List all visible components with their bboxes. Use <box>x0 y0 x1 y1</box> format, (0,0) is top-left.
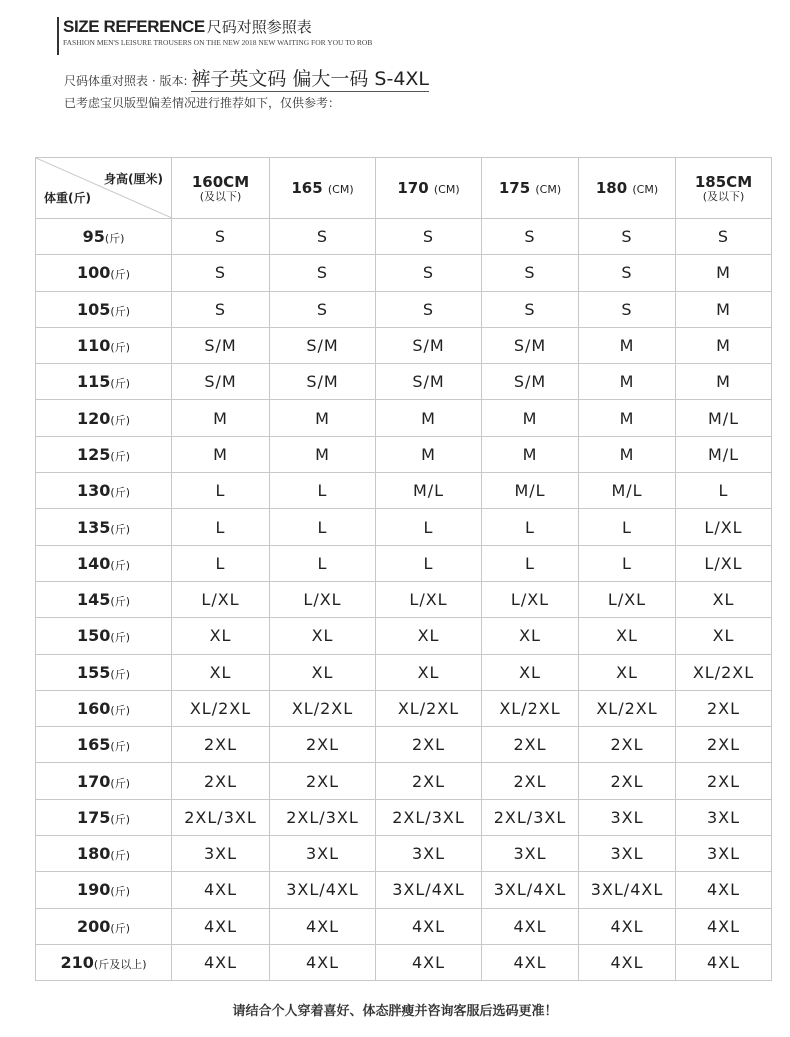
size-cell: S <box>376 219 482 255</box>
size-cell: XL/2XL <box>579 690 676 726</box>
height-value: 175 <box>498 179 531 197</box>
weight-value: 140 <box>77 553 111 573</box>
height-column-header <box>172 158 270 219</box>
size-cell: 3XL/4XL <box>270 872 376 908</box>
weight-unit: (斤) <box>110 341 130 355</box>
weight-value: 160 <box>77 699 111 718</box>
size-cell: S <box>172 291 270 327</box>
weight-cell <box>36 545 172 581</box>
weight-value: 170 <box>77 771 111 791</box>
size-cell: 4XL <box>172 872 270 908</box>
size-cell: 4XL <box>376 908 482 944</box>
weight-value: 180 <box>77 844 111 864</box>
table-row <box>36 255 772 291</box>
size-cell: 4XL <box>270 908 376 944</box>
height-column-header <box>579 158 676 219</box>
size-cell: L/XL <box>376 581 482 617</box>
weight-cell <box>36 473 172 509</box>
table-row <box>36 763 772 799</box>
size-cell: L/XL <box>172 581 270 617</box>
weight-value: 145 <box>77 590 111 610</box>
height-qualifier: (及以下) <box>199 190 242 203</box>
size-cell: L <box>376 509 482 545</box>
size-cell: 2XL <box>676 690 772 726</box>
size-cell: M/L <box>376 473 482 509</box>
title-chinese: 尺码对照参照表 <box>206 19 312 36</box>
size-cell: M <box>172 400 270 436</box>
weight-cell <box>36 219 172 255</box>
height-value: 170 <box>397 179 429 197</box>
size-cell: 2XL/3XL <box>482 799 579 835</box>
table-row <box>36 908 772 944</box>
table-row <box>36 944 772 980</box>
weight-unit: (斤) <box>110 885 130 899</box>
weight-unit: (斤) <box>110 522 130 536</box>
size-cell: 3XL <box>676 799 772 835</box>
size-cell: S <box>270 255 376 291</box>
table-row <box>36 581 772 617</box>
table-row <box>36 473 772 509</box>
height-unit: (CM) <box>632 183 659 196</box>
size-cell: L <box>579 545 676 581</box>
weight-cell <box>36 654 172 690</box>
size-cell: L <box>482 545 579 581</box>
size-cell: L <box>172 473 270 509</box>
corner-diagonal <box>36 158 172 218</box>
weight-cell <box>36 727 172 763</box>
size-cell: M <box>676 327 772 363</box>
weight-unit: (斤) <box>110 667 130 681</box>
footer-note: 请结合个人穿着喜好、体态胖瘦并咨询客服后选码更准！ <box>232 1004 558 1019</box>
size-cell: 3XL/4XL <box>482 872 579 908</box>
weight-cell <box>36 291 172 327</box>
header-accent-bar <box>57 17 59 55</box>
weight-unit: (斤) <box>110 812 130 826</box>
weight-cell <box>36 255 172 291</box>
size-cell: M <box>579 436 676 472</box>
weight-value: 115 <box>77 372 111 392</box>
size-cell: L/XL <box>482 581 579 617</box>
table-row <box>36 836 772 872</box>
weight-cell <box>36 364 172 400</box>
size-cell: 4XL <box>482 908 579 944</box>
weight-value: 190 <box>77 880 111 900</box>
weight-cell <box>36 618 172 654</box>
weight-unit: (斤) <box>110 558 130 572</box>
size-cell: 3XL/4XL <box>376 872 482 908</box>
weight-value: 125 <box>77 444 111 464</box>
size-cell: M <box>676 291 772 327</box>
weight-value: 155 <box>77 662 111 682</box>
recommendation-note: 已考虑宝贝版型偏差情况进行推荐如下，仅供参考： <box>64 96 341 110</box>
version-line <box>64 64 429 91</box>
size-cell: S <box>676 219 772 255</box>
size-cell: 4XL <box>579 944 676 980</box>
size-cell: 2XL <box>270 763 376 799</box>
size-cell: 2XL <box>482 727 579 763</box>
table-row <box>36 291 772 327</box>
weight-cell <box>36 799 172 835</box>
size-cell: M <box>676 255 772 291</box>
table-row <box>36 872 772 908</box>
size-cell: 2XL <box>172 763 270 799</box>
size-cell: XL <box>172 654 270 690</box>
size-cell: 2XL <box>579 727 676 763</box>
weight-cell <box>36 436 172 472</box>
weight-cell <box>36 327 172 363</box>
weight-unit: (斤) <box>110 268 130 282</box>
table-row <box>36 364 772 400</box>
size-cell: 2XL <box>172 727 270 763</box>
size-cell: M <box>579 400 676 436</box>
size-cell: M <box>172 436 270 472</box>
size-cell: S/M <box>482 364 579 400</box>
size-cell: L <box>172 545 270 581</box>
size-cell: 4XL <box>172 908 270 944</box>
size-cell: M/L <box>482 473 579 509</box>
weight-unit: (斤及以上) <box>93 958 147 972</box>
size-cell: 3XL <box>676 836 772 872</box>
table-row <box>36 219 772 255</box>
size-cell: 2XL/3XL <box>172 799 270 835</box>
size-cell: L/XL <box>579 581 676 617</box>
size-cell: 4XL <box>676 872 772 908</box>
size-cell: L <box>270 473 376 509</box>
size-cell: M <box>482 436 579 472</box>
weight-unit: (斤) <box>110 377 130 391</box>
table-row <box>36 545 772 581</box>
weight-cell <box>36 872 172 908</box>
corner-height-label: 身高(厘米) <box>104 172 163 186</box>
height-qualifier: (及以下) <box>702 190 745 203</box>
size-cell: XL/2XL <box>676 654 772 690</box>
table-row <box>36 799 772 835</box>
size-cell: L <box>482 509 579 545</box>
weight-unit: (斤) <box>110 486 130 500</box>
table-row <box>36 327 772 363</box>
size-cell: S <box>579 219 676 255</box>
size-cell: 3XL <box>270 836 376 872</box>
weight-value: 130 <box>77 481 111 501</box>
size-cell: S/M <box>270 364 376 400</box>
size-cell: XL/2XL <box>482 690 579 726</box>
size-cell: L <box>172 509 270 545</box>
weight-value: 110 <box>77 336 111 356</box>
size-cell: S/M <box>172 364 270 400</box>
corner-weight-label: 体重(斤) <box>44 191 91 205</box>
version-label: 尺码体重对照表 · 版本: <box>64 74 188 88</box>
size-cell: M/L <box>579 473 676 509</box>
version-value: 裤子英文码 偏大一码 S-4XL <box>191 68 430 90</box>
size-cell: 2XL <box>482 763 579 799</box>
table-row <box>36 400 772 436</box>
size-cell: XL <box>579 618 676 654</box>
table-row <box>36 727 772 763</box>
size-cell: L/XL <box>676 545 772 581</box>
weight-unit: (斤) <box>110 740 130 754</box>
height-column-header <box>676 158 772 219</box>
size-cell: 4XL <box>676 908 772 944</box>
size-cell: XL/2XL <box>376 690 482 726</box>
table-header-row <box>36 158 772 219</box>
size-cell: XL <box>579 654 676 690</box>
size-cell: S <box>579 255 676 291</box>
size-cell: XL <box>376 618 482 654</box>
weight-value: 165 <box>77 735 111 755</box>
size-cell: 2XL <box>676 763 772 799</box>
size-cell: M <box>270 400 376 436</box>
size-cell: 2XL/3XL <box>376 799 482 835</box>
size-cell: 4XL <box>579 908 676 944</box>
weight-value: 135 <box>77 517 111 537</box>
size-cell: 2XL <box>376 727 482 763</box>
weight-value: 175 <box>77 807 111 827</box>
weight-unit: (斤) <box>110 631 130 645</box>
weight-unit: (斤) <box>110 449 130 463</box>
height-value: 165 <box>291 179 323 197</box>
weight-cell <box>36 763 172 799</box>
weight-value: 105 <box>77 299 111 319</box>
height-value: 185CM <box>694 173 753 191</box>
weight-value: 100 <box>77 263 111 283</box>
weight-value: 210 <box>60 953 94 973</box>
header-subtitle: FASHION MEN'S LEISURE TROUSERS ON THE NEW 2018 NEW WAITING FOR YOU TO ROB <box>63 38 373 47</box>
size-cell: L <box>270 509 376 545</box>
size-cell: S <box>482 291 579 327</box>
size-cell: L/XL <box>676 509 772 545</box>
size-cell: 3XL/4XL <box>579 872 676 908</box>
size-cell: M <box>270 436 376 472</box>
weight-unit: (斤) <box>110 704 130 717</box>
size-cell: S <box>172 255 270 291</box>
size-cell: 2XL <box>270 727 376 763</box>
height-unit: (CM) <box>327 183 354 196</box>
height-unit: (CM) <box>433 183 460 196</box>
size-cell: L/XL <box>270 581 376 617</box>
size-cell: S <box>579 291 676 327</box>
size-cell: M <box>579 364 676 400</box>
size-cell: XL <box>376 654 482 690</box>
height-unit: (CM) <box>535 183 562 196</box>
size-cell: 2XL <box>676 727 772 763</box>
size-cell: 4XL <box>676 944 772 980</box>
size-cell: XL <box>676 581 772 617</box>
size-cell: XL <box>482 654 579 690</box>
height-column-header <box>482 158 579 219</box>
size-cell: 4XL <box>172 944 270 980</box>
size-cell: XL <box>270 618 376 654</box>
title-english: SIZE REFERENCE <box>63 17 205 36</box>
size-cell: L <box>579 509 676 545</box>
table-row <box>36 509 772 545</box>
size-cell: S <box>376 291 482 327</box>
size-cell: S <box>172 219 270 255</box>
size-cell: M/L <box>676 436 772 472</box>
size-cell: M <box>676 364 772 400</box>
table-row <box>36 618 772 654</box>
height-column-header <box>270 158 376 219</box>
size-cell: M/L <box>676 400 772 436</box>
size-cell: XL <box>676 618 772 654</box>
size-cell: 2XL <box>579 763 676 799</box>
height-column-header <box>376 158 482 219</box>
weight-cell <box>36 836 172 872</box>
size-cell: M <box>376 436 482 472</box>
weight-unit: (斤) <box>110 776 130 790</box>
weight-unit: (斤) <box>110 849 130 863</box>
size-cell: S/M <box>376 327 482 363</box>
size-cell: 3XL <box>579 836 676 872</box>
size-cell: 3XL <box>482 836 579 872</box>
size-cell: S <box>270 219 376 255</box>
size-cell: S/M <box>172 327 270 363</box>
size-cell: 4XL <box>482 944 579 980</box>
size-cell: L <box>376 545 482 581</box>
table-row <box>36 654 772 690</box>
weight-value: 200 <box>77 916 111 936</box>
table-corner <box>36 158 172 219</box>
size-cell: 3XL <box>376 836 482 872</box>
size-cell: S/M <box>270 327 376 363</box>
size-cell: 2XL/3XL <box>270 799 376 835</box>
size-cell: XL/2XL <box>172 690 270 726</box>
size-cell: L <box>676 473 772 509</box>
weight-cell <box>36 944 172 980</box>
size-cell: M <box>482 400 579 436</box>
weight-cell <box>36 509 172 545</box>
size-cell: S <box>376 255 482 291</box>
size-cell: S <box>482 255 579 291</box>
weight-cell <box>36 690 172 726</box>
height-value: 160CM <box>191 173 250 191</box>
size-table <box>35 157 772 981</box>
size-cell: XL <box>172 618 270 654</box>
weight-unit: (斤) <box>110 413 130 427</box>
size-cell: 2XL <box>376 763 482 799</box>
size-cell: M <box>579 327 676 363</box>
weight-cell <box>36 581 172 617</box>
weight-unit: (斤) <box>110 304 130 318</box>
size-cell: S <box>270 291 376 327</box>
size-cell: M <box>376 400 482 436</box>
size-cell: 3XL <box>579 799 676 835</box>
size-cell: S/M <box>376 364 482 400</box>
height-value: 180 <box>595 179 628 197</box>
size-cell: XL <box>270 654 376 690</box>
table-body <box>36 219 772 981</box>
size-cell: 4XL <box>270 944 376 980</box>
size-cell: 4XL <box>376 944 482 980</box>
size-cell: S/M <box>482 327 579 363</box>
weight-unit: (斤) <box>110 595 130 609</box>
table-row <box>36 436 772 472</box>
size-cell: XL/2XL <box>270 690 376 726</box>
table-row <box>36 690 772 726</box>
page-title <box>63 16 312 37</box>
weight-cell <box>36 400 172 436</box>
size-cell: S <box>482 219 579 255</box>
weight-cell <box>36 908 172 944</box>
weight-unit: (斤) <box>110 921 130 935</box>
weight-value: 120 <box>77 408 111 428</box>
weight-value: 150 <box>77 626 111 646</box>
size-cell: XL <box>482 618 579 654</box>
weight-unit: (斤) <box>104 232 125 246</box>
size-cell: L <box>270 545 376 581</box>
weight-value: 95 <box>82 227 105 247</box>
size-cell: 3XL <box>172 836 270 872</box>
